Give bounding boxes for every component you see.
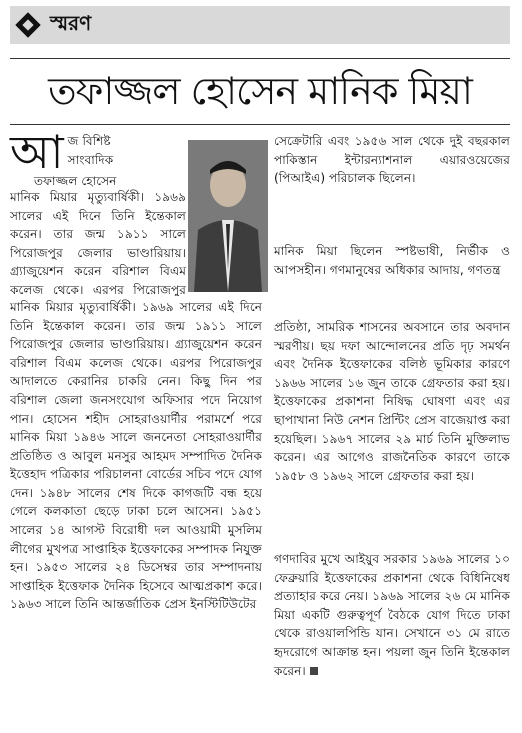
end-mark-icon: [310, 667, 318, 675]
left-column-para-2: মানিক মিয়া ১৯৪৬ সালে জননেতা সোহরাওয়ার্দীর প্রতিষ্ঠিত ও আবুল মনসুর আহমদ সম্পাদিত দৈনিক ইত্তেহাদ পত্রিকার পরিচালনা বোর্ডের সচিব পদে যোগ দেন। ১৯৪৮ সালের শেষ দিকে কাগজটি বন্ধ হয়ে গেলে কলকাতা ছেড়ে ঢাকা চলে আসেন। ১৯৫১ সালের ১৪ আগস্ট বিরোধী দল আওয়ামী মুসলিম লীগের মুখপত্র সাপ্তাহিক ইত্তেফাকের সম্পাদক নিযুক্ত হন। ১৯৫৩ সালের ২৪ ডিসেম্বর তার সম্পাদনায় সাপ্তাহিক ইত্তেফাক দৈনিক হিসেবে আত্মপ্রকাশ করে। ১৯৬৩ সালে তিনি আন্তর্জাতিক প্রেস ইনস্টিটিউটের: [10, 430, 262, 612]
right-column-top: সেক্রেটারি এবং ১৯৫৬ সাল থেকে দুই বছরকাল পাকিস্তান ইন্টারন্যাশনাল এয়ারওয়েজের (পিআইএ) পরিচালক ছিলেন।: [274, 134, 510, 186]
section-banner: [10, 6, 510, 44]
intro-line: সাংবাদিক: [67, 152, 114, 167]
portrait-photo: [188, 140, 268, 292]
diamond-icon: [10, 6, 46, 44]
section-label: স্মরণ: [50, 10, 92, 35]
intro-line: জ বিশিষ্ট: [67, 134, 111, 148]
left-column-continued: মানিক মিয়ার মৃত্যুবার্ষিকী। ১৯৬৯ সালের এই দিনে তিনি ইন্তেকাল করেন। তার জন্ম ১৯১১ সালে পিরোজপুর জেলার ভাণ্ডারিয়ায়। গ্র্যাজুয়েশন করেন বরিশাল বিএম কলেজ থেকে। এরপর পিরোজপুর আদালতে কেরানির চাকরি নেন। কিছু দিন পর বরিশাল জেলা জনসংযোগ অফিসার পদে নিয়োগ পান। হোসেন শহীদ সোহরাওয়ার্দীর পরামর্শে পরে: [10, 300, 262, 426]
right-column-para-2: মানিক মিয়া ছিলেন স্পষ্টভাষী, নির্ভীক ও আপসহীন। গণমানুষের অধিকার আদায়, গণতন্ত্র: [274, 244, 510, 277]
intro-block: [10, 125, 186, 191]
right-column-para-3: প্রতিষ্ঠা, সামরিক শাসনের অবসানে তার অবদান স্মরণীয়। ছয় দফা আন্দোলনের প্রতি দৃঢ় সমর্থন এবং দৈনিক ইত্তেফাকের বলিষ্ঠ ভূমিকার কারণে ১৯৬৬ সালের ১৬ জুন তাকে গ্রেফতার করা হয়। ইত্তেফাকের প্রকাশনা নিষিদ্ধ ঘোষণা এবং এর ছাপাখানা নিউ নেশন প্রিন্টিং প্রেস বাজেয়াপ্ত করা হয়েছিল। ১৯৬৭ সালের ২৯ মার্চ তিনি মুক্তিলাভ করেন। এর আগেও রাজনৈতিক কারণে তাকে ১৯৫৮ ও ১৯৬২ সালে গ্রেফতার করা হয়।: [274, 320, 510, 483]
left-column-text: মানিক মিয়ার মৃত্যুবার্ষিকী। ১৯৬৯ সালের এই দিনে তিনি ইন্তেকাল করেন। তার জন্ম ১৯১১ সালে পিরোজপুর জেলার ভাণ্ডারিয়ায়। গ্র্যাজুয়েশন করেন বরিশাল বিএম কলেজ থেকে। এরপর পিরোজপুর: [10, 190, 186, 296]
intro-line: তফাজ্জল হোসেন: [34, 174, 117, 188]
closing-paragraph: গণদাবির মুখে আইয়ুব সরকার ১৯৬৯ সালের ১০ ফেব্রুয়ারি ইত্তেফাকের প্রকাশনা থেকে বিধিনিষেধ প্রত্যাহার করে নেয়। ১৯৬৯ সালের ২৬ মে মানিক মিয়া একটি গুরুত্বপূর্ণ বৈঠকে যোগ দিতে ঢাকা থেকে রাওয়ালপিন্ডি যান। সেখানে ৩১ মে রাতে হৃদরোগে আক্রান্ত হন। পয়লা জুন তিনি ইন্তেকাল করেন।: [274, 552, 510, 678]
drop-cap: আ: [10, 125, 64, 179]
headline: তফাজ্জল হোসেন মানিক মিয়া: [48, 69, 472, 113]
right-column-para-4: [274, 550, 510, 680]
headline-bottom-rule: [10, 124, 510, 125]
